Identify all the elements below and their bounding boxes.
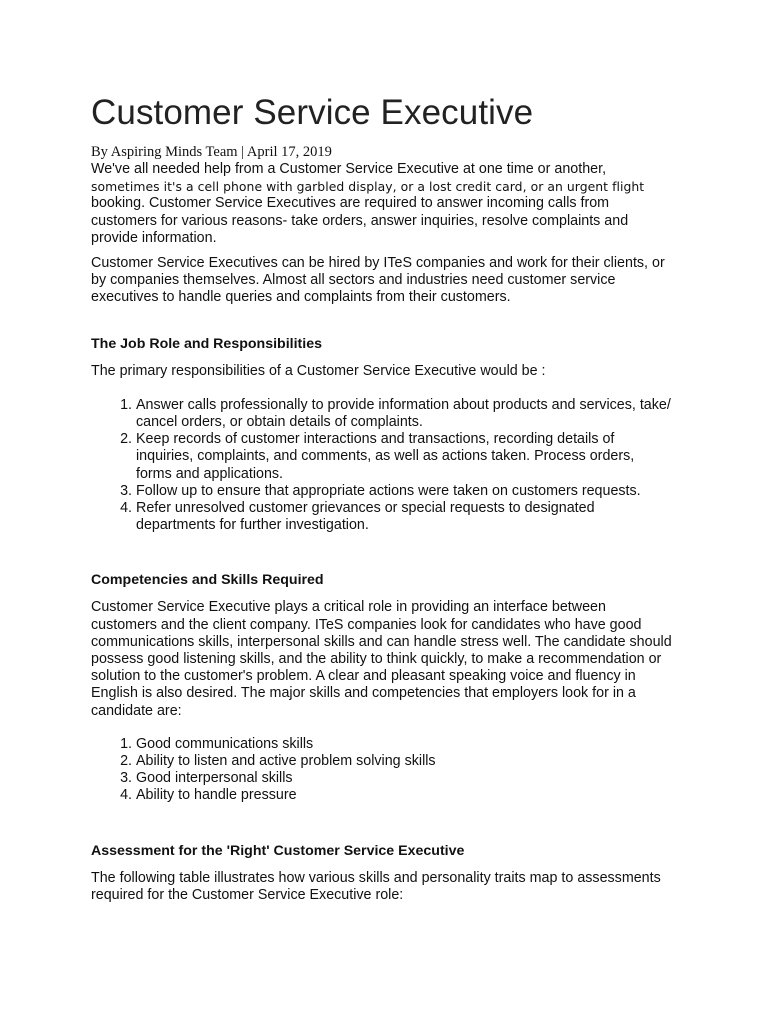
assessment-paragraph: The following table illustrates how various skills and personality traits map to assessments required for the Customer Service Executive role: [91,869,661,903]
list-item: 2. Keep records of customer interactions and transactions, recording details of inquiries, complaints, and comments, as well as actions taken. Process orders, forms and applications. [136,431,672,483]
section-heading-competencies: Competencies and Skills Required [91,572,324,589]
intro-rest: booking. Customer Service Executives are required to answer incoming calls from customers for various reasons- take orders, answer inquiries, resolve complaints and provide information. [91,195,629,246]
list-item: 4. Ability to handle pressure [136,787,672,804]
list-item: 3. Good interpersonal skills [136,770,672,787]
skills-list [91,736,672,805]
intro-line-2: sometimes it's a cell phone with garbled display, or a lost credit card, or an urgent flight [91,179,645,195]
list-item: 3. Follow up to ensure that appropriate actions were taken on customers requests. [136,483,672,500]
list-item: 1. Good communications skills [136,736,672,753]
responsibilities-intro: The primary responsibilities of a Customer Service Executive would be : [91,362,546,379]
section-heading-job-role: The Job Role and Responsibilities [91,335,322,352]
list-item: 2. Ability to listen and active problem solving skills [136,753,672,770]
competencies-paragraph: Customer Service Executive plays a critical role in providing an interface between customers and the client company. ITeS companies look for candidates who have good communications skills, interpersonal skills and can handle stress well. The candidate should possess good listening skills, and the ability to think quickly, to make a recommendation or solution to the customer's problem. A clear and pleasant speaking voice and fluency in English is also desired. The major skills and competencies that employers look for in a candidate are: [91,599,672,719]
list-item: 4. Refer unresolved customer grievances or special requests to designated departments for further investigation. [136,500,672,534]
section-heading-assessment: Assessment for the 'Right' Customer Service Executive [91,842,465,859]
list-item: 1. Answer calls professionally to provide information about products and services, take/ cancel orders, or obtain details of complaints. [136,397,672,431]
responsibilities-list [91,397,672,535]
intro-line-1: We've all needed help from a Customer Service Executive at one time or another, [91,161,607,177]
byline: By Aspiring Minds Team | April 17, 2019 [91,144,332,160]
intro-paragraph [91,161,672,247]
hiring-paragraph: Customer Service Executives can be hired by ITeS companies and work for their clients, or by companies themselves. Almost all sectors and industries need customer service executives to handle queries and complaints from their customers. [91,255,665,306]
page-title: Customer Service Executive [91,93,534,132]
